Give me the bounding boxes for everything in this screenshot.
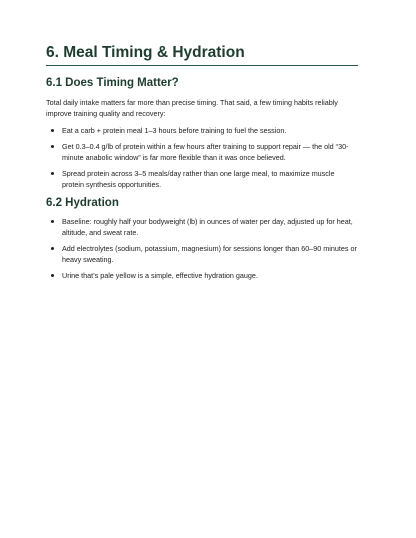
section-title: 6. Meal Timing & Hydration — [46, 44, 358, 66]
bullet-icon — [51, 247, 54, 250]
bullet-icon — [51, 274, 54, 277]
timing-heading: 6.1 Does Timing Matter? — [46, 77, 179, 89]
list-item — [46, 141, 358, 163]
timing-intro: Total daily intake matters far more than precise timing. That said, a few timing habits reliably improve training quality and recovery: — [46, 98, 338, 118]
list-item — [46, 168, 358, 190]
bullet-icon — [51, 220, 54, 223]
list-item-text: Urine that’s pale yellow is a simple, effective hydration gauge. — [62, 271, 258, 280]
list-item-text: Spread protein across 3–5 meals/day rather than one large meal, to maximize muscle protein synthesis opportunities. — [62, 169, 335, 189]
bullet-icon — [51, 145, 54, 148]
hydration-bullet-list — [46, 216, 358, 281]
list-item — [46, 243, 358, 265]
list-item-text: Get 0.3–0.4 g/lb of protein within a few hours after training to support repair — the old “30-minute anabolic window” is far more flexible than it was once believed. — [62, 142, 349, 162]
timing-bullet-list — [46, 125, 358, 190]
list-item-text: Add electrolytes (sodium, potassium, magnesium) for sessions longer than 60–90 minutes or heavy sweating. — [62, 244, 357, 264]
list-item-text: Eat a carb + protein meal 1–3 hours before training to fuel the session. — [62, 126, 287, 135]
hydration-heading: 6.2 Hydration — [46, 197, 119, 209]
list-item-text: Baseline: roughly half your bodyweight (lb) in ounces of water per day, adjusted up for heat, altitude, and sweat rate. — [62, 217, 353, 237]
list-item — [46, 270, 358, 281]
bullet-icon — [51, 172, 54, 175]
bullet-icon — [51, 129, 54, 132]
list-item — [46, 125, 358, 136]
list-item — [46, 216, 358, 238]
